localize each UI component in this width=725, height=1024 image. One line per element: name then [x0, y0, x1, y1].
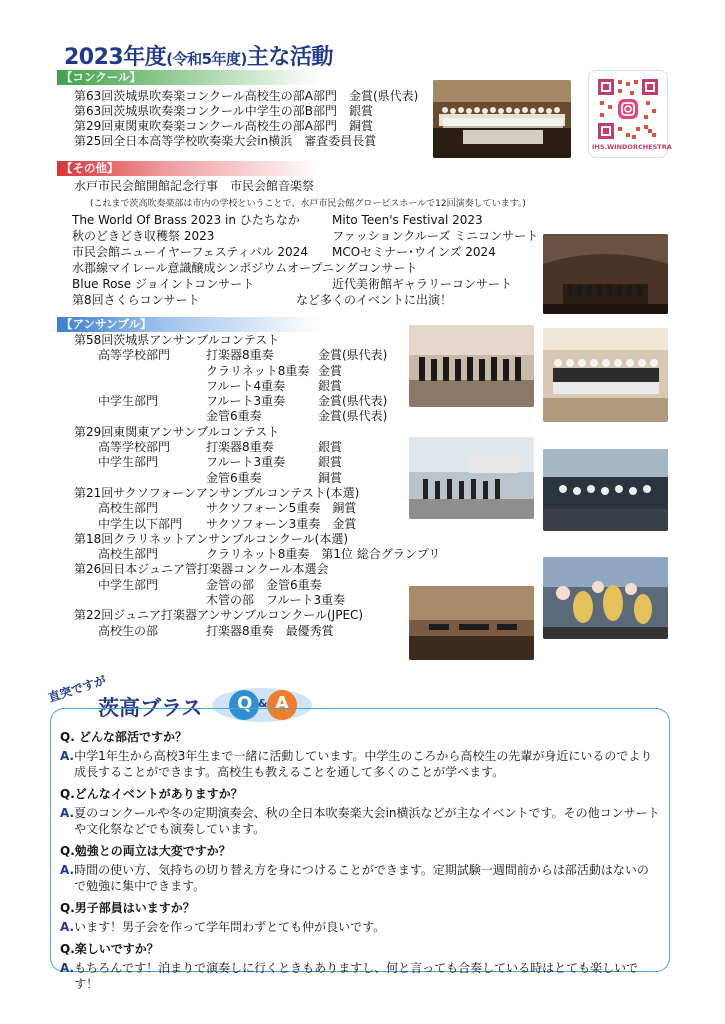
list-item: The World Of Brass 2023 in ひたちなか	[72, 213, 300, 227]
category-label: 高等学校部門	[98, 348, 171, 363]
list-item: Blue Rose ジョイントコンサート	[72, 277, 255, 291]
list-item: など多くのイベントに出演！	[296, 293, 453, 307]
ensemble-type: 打楽器8重奏	[206, 348, 274, 363]
list-item: 第63回茨城県吹奏楽コンクール高校生の部A部門 金賞(県代表)	[74, 89, 419, 103]
ensemble-photo-4	[543, 449, 668, 531]
award-label: 銀賞	[318, 378, 343, 393]
qa-answer	[60, 805, 660, 837]
ensemble-row	[74, 455, 414, 470]
list-item: 第8回さくらコンサート	[72, 293, 200, 307]
award-label: 銅賞	[318, 470, 343, 485]
answer-label: A.	[60, 806, 75, 820]
section-header-concours: 【コンクール】	[57, 70, 321, 85]
list-item: 第25回全日本高等学校吹奏楽大会in横浜 審査委員長賞	[74, 134, 377, 148]
page-title: 2023年度(令和5年度)主な活動	[64, 45, 333, 70]
ensemble-type: サクソフォーン5重奏 銅賞	[206, 501, 357, 516]
qa-question: Q.男子部員はいますか？	[60, 901, 195, 915]
ensemble-row	[74, 333, 414, 348]
answer-label: A.	[60, 961, 75, 975]
ensemble-type: 金管の部 金管6重奏	[206, 577, 322, 592]
ensemble-row	[74, 440, 414, 455]
answer-text: 中学1年生から高校3年生まで一緒に活動しています。中学生のころから高校生の先輩が身近にいるのでより成長することができます。高校生も教えることを通して多くのことが学べます。	[74, 749, 653, 779]
ensemble-row	[74, 608, 414, 623]
qr-code-icon	[596, 77, 660, 141]
list-item: 第63回茨城県吹奏楽コンクール中学生の部B部門 銀賞	[74, 104, 374, 118]
concours-group-photo	[433, 80, 571, 158]
ensemble-row	[74, 517, 414, 532]
list-item: 第29回東関東吹奏楽コンクール高校生の部A部門 銅賞	[74, 119, 374, 133]
qa-tag: 直突ですが	[46, 673, 108, 705]
answer-text: います！男子会を作って学年問わずとても仲が良いです。	[74, 920, 386, 934]
category-label: 中学生部門	[98, 455, 159, 470]
answer-text: 夏のコンクールや冬の定期演奏会、秋の全日本吹奏楽大会in横浜などが主なイベントです。その他コンサートや文化祭などでも演奏しています。	[74, 806, 660, 836]
ensemble-type: フルート4重奏	[206, 378, 286, 393]
category-label: 高校生部門	[98, 547, 159, 562]
section-header-ensemble: 【アンサンブル】	[57, 317, 321, 332]
ensemble-photo-5	[543, 557, 668, 639]
qa-answer	[60, 748, 660, 780]
contest-name: 第29回東関東アンサンブルコンテスト	[74, 424, 280, 439]
award-label: 金賞(県代表)	[318, 409, 388, 424]
ensemble-type: クラリネット8重奏	[206, 363, 310, 378]
category-label: 中学生部門	[98, 577, 159, 592]
award-label: 金賞(県代表)	[318, 348, 388, 363]
ensemble-row	[74, 348, 414, 363]
others-right-list	[296, 212, 539, 308]
ensemble-type: フルート3重奏	[206, 455, 286, 470]
answer-label: A.	[60, 749, 75, 763]
ensemble-results	[74, 333, 441, 639]
ensemble-row	[74, 364, 414, 379]
qa-question: Q.勉強との両立は大変ですか？	[60, 844, 231, 858]
ensemble-row	[74, 501, 414, 516]
ensemble-row	[74, 409, 414, 424]
qa-answer	[60, 862, 660, 894]
award-label: 金賞(県代表)	[318, 394, 388, 409]
ensemble-photo-1	[409, 325, 534, 407]
list-item: 近代美術館ギャラリーコンサート	[332, 277, 513, 291]
list-item: ファッションクルーズ ミニコンサート	[332, 229, 539, 243]
ensemble-row	[74, 562, 414, 577]
qa-answer	[60, 960, 660, 992]
ensemble-type: 金管6重奏	[206, 470, 262, 485]
category-label: 中学生以下部門	[98, 516, 183, 531]
ensemble-type: 打楽器8重奏 最優秀賞	[206, 623, 334, 638]
qa-question: Q.どんなイベントがありますか？	[60, 787, 243, 801]
list-item: 水郡線マイレール意識醸成シンポジウムオープニングコンサート	[72, 261, 418, 275]
others-headline: 水戸市民会館開館記念行事 市民会館音楽祭	[74, 179, 315, 193]
contest-name: 第21回サクソフォーンアンサンブルコンテスト(本選)	[74, 485, 360, 500]
ensemble-photo-3	[409, 437, 534, 519]
list-item: 市民会館ニューイヤーフェスティバル 2024	[72, 245, 308, 259]
ensemble-row	[74, 486, 414, 501]
ensemble-photo-2	[543, 328, 668, 422]
ensemble-row	[74, 471, 414, 486]
category-label: 中学生部門	[98, 394, 159, 409]
award-label: 金賞	[318, 363, 343, 378]
ensemble-type: 打楽器8重奏	[206, 440, 274, 455]
answer-label: A.	[60, 920, 75, 934]
qa-question: Q.楽しいですか？	[60, 942, 159, 956]
qr-caption: IHS.WINDORCHESTRA	[592, 143, 672, 151]
ensemble-type: クラリネット8重奏 第1位 総合グランプリ	[206, 547, 441, 562]
ensemble-row	[74, 624, 414, 639]
qa-question: Q. どんな部活ですか？	[60, 730, 187, 744]
category-label: 高等学校部門	[98, 440, 171, 455]
list-item: Mito Teen's Festival 2023	[332, 213, 483, 227]
qr-code-card[interactable]	[588, 70, 672, 158]
ensemble-row	[74, 547, 441, 562]
others-note: (これまで茨高吹奏楽部は市内の学校ということで、水戸市民会館グロービスホールで12回演奏しています。)	[90, 199, 526, 209]
ensemble-type: 木管の部 フルート3重奏	[206, 593, 346, 608]
ensemble-row	[74, 578, 414, 593]
qa-answer	[60, 919, 660, 935]
ensemble-row	[74, 532, 414, 547]
contest-name: 第58回茨城県アンサンブルコンテスト	[74, 333, 280, 347]
qa-badge-icon: Q & A	[210, 683, 314, 727]
contest-name: 第26回日本ジュニア管打楽器コンクール本選会	[74, 562, 329, 577]
list-item: MCOセミナー･ウインズ 2024	[332, 245, 496, 259]
qa-title: 茨高ブラス	[98, 696, 203, 720]
answer-text: もちろんです！泊まりで演奏しに行くときもありますし、何と言っても合奏している時はとても楽しいです！	[74, 961, 639, 991]
answer-text: 時間の使い方、気持ちの切り替え方を身につけることができます。定期試験一週間前からは部活動はないので勉強に集中できます。	[74, 863, 649, 893]
ensemble-row	[74, 394, 414, 409]
section-header-others: 【その他】	[57, 161, 321, 176]
ensemble-type: サクソフォーン3重奏 金賞	[206, 516, 357, 531]
list-item	[332, 260, 538, 276]
list-item: 秋のどきどき収穫祭 2023	[72, 229, 215, 243]
category-label: 高校生の部	[98, 623, 159, 638]
ensemble-photo-6	[409, 586, 534, 660]
contest-name: 第18回クラリネットアンサンブルコンクール(本選)	[74, 531, 348, 546]
ensemble-type: フルート3重奏	[206, 394, 286, 409]
ensemble-type: 金管6重奏	[206, 409, 262, 424]
ensemble-row	[74, 425, 414, 440]
category-label: 高校生部門	[98, 501, 159, 516]
contest-name: 第22回ジュニア打楽器アンサンブルコンクール(JPEC)	[74, 608, 364, 623]
concours-list	[74, 89, 418, 149]
ensemble-row	[74, 593, 414, 608]
answer-label: A.	[60, 863, 75, 877]
qa-list	[60, 728, 660, 992]
award-label: 銀賞	[318, 455, 343, 470]
award-label: 銀賞	[318, 440, 343, 455]
ensemble-row	[74, 379, 414, 394]
concert-hall-photo	[543, 234, 668, 314]
